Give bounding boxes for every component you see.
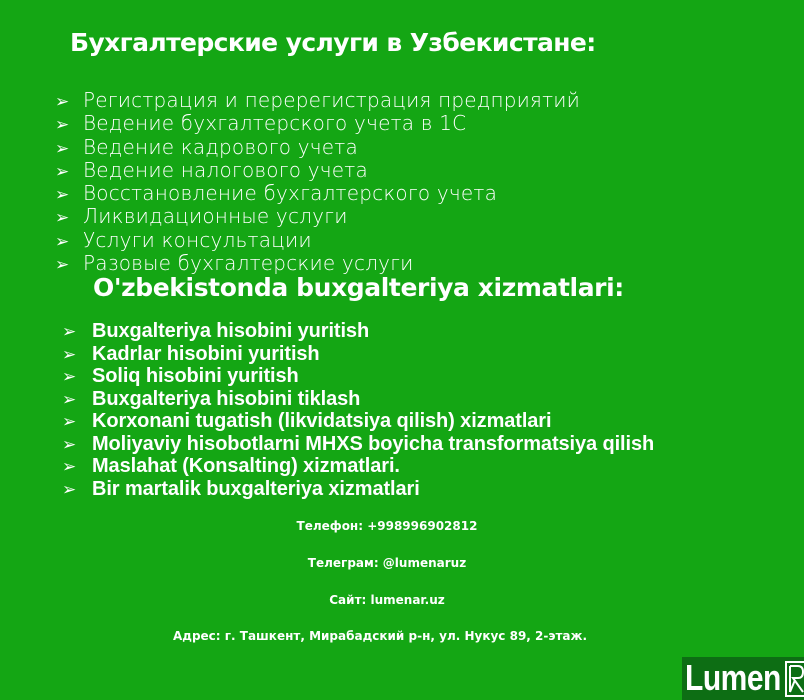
arrowhead-bullet-icon: ➢	[62, 389, 77, 410]
list-item: ➢ Moliyaviy hisobotlarni MHXS boyicha transformatsiya qilish	[62, 432, 655, 455]
heading-russian: Бухгалтерские услуги в Узбекистане:	[70, 28, 596, 57]
list-item: ➢ Ведение бухгалтерского учета в 1С	[55, 111, 467, 136]
heading-uzbek: O'zbekistonda buxgalteriya xizmatlari:	[93, 273, 624, 302]
arrowhead-bullet-icon: ➢	[55, 92, 70, 112]
contact-telegram: Телеграм: @lumenaruz	[307, 556, 467, 570]
list-item: ➢ Ликвидационные услуги	[55, 204, 348, 229]
arrowhead-bullet-icon: ➢	[55, 185, 70, 206]
arrowhead-bullet-icon: ➢	[62, 412, 77, 432]
list-item: ➢ Korxonani tugatish (likvidatsiya qilish) xizmatlari	[62, 410, 552, 432]
arrowhead-bullet-icon: ➢	[62, 457, 77, 477]
list-item: ➢ Услуги консультации	[55, 227, 312, 252]
arrowhead-bullet-icon: ➢	[55, 208, 70, 229]
arrowhead-bullet-icon: ➢	[62, 344, 77, 365]
lumen-logo	[682, 657, 804, 700]
arrowhead-bullet-icon: ➢	[55, 115, 70, 136]
list-item: ➢ Kadrlar hisobini yuritish	[62, 342, 320, 365]
contact-address: Адрес: г. Ташкент, Мирабадский р-н, ул. Нукус 89, 2-этаж.	[172, 629, 588, 643]
arrowhead-bullet-icon: ➢	[55, 255, 70, 276]
arrowhead-bullet-icon: ➢	[55, 138, 70, 159]
arrowhead-bullet-icon: ➢	[55, 231, 70, 252]
list-item: ➢ Maslahat (Konsalting) xizmatlari.	[62, 455, 400, 477]
logo-ar-mark-icon	[785, 661, 804, 697]
logo-text: Lumen	[685, 658, 781, 698]
services-list-russian	[55, 90, 580, 276]
arrowhead-bullet-icon: ➢	[62, 367, 77, 387]
arrowhead-bullet-icon: ➢	[62, 322, 77, 342]
arrowhead-bullet-icon: ➢	[62, 479, 77, 500]
list-item: ➢ Soliq hisobini yuritish	[62, 365, 299, 387]
list-item: ➢ Buxgalteriya hisobini yuritish	[62, 320, 370, 342]
list-item: ➢ Buxgalteriya hisobini tiklash	[62, 387, 361, 410]
list-item: ➢ Регистрация и перерегистрация предприятий	[55, 88, 581, 112]
arrowhead-bullet-icon: ➢	[55, 161, 70, 182]
services-list-uzbek	[62, 321, 654, 501]
list-item: ➢ Bir martalik buxgalteriya xizmatlari	[62, 477, 420, 500]
list-item: ➢ Разовые бухгалтерские услуги	[55, 251, 414, 276]
list-item: ➢ Ведение налогового учета	[55, 157, 368, 182]
contact-phone: Телефон: +998996902812	[296, 519, 478, 533]
list-item: ➢ Ведение кадрового учета	[55, 134, 358, 159]
contact-website: Сайт: lumenar.uz	[329, 593, 445, 607]
list-item: ➢ Восстановление бухгалтерского учета	[55, 181, 498, 206]
arrowhead-bullet-icon: ➢	[62, 434, 77, 455]
